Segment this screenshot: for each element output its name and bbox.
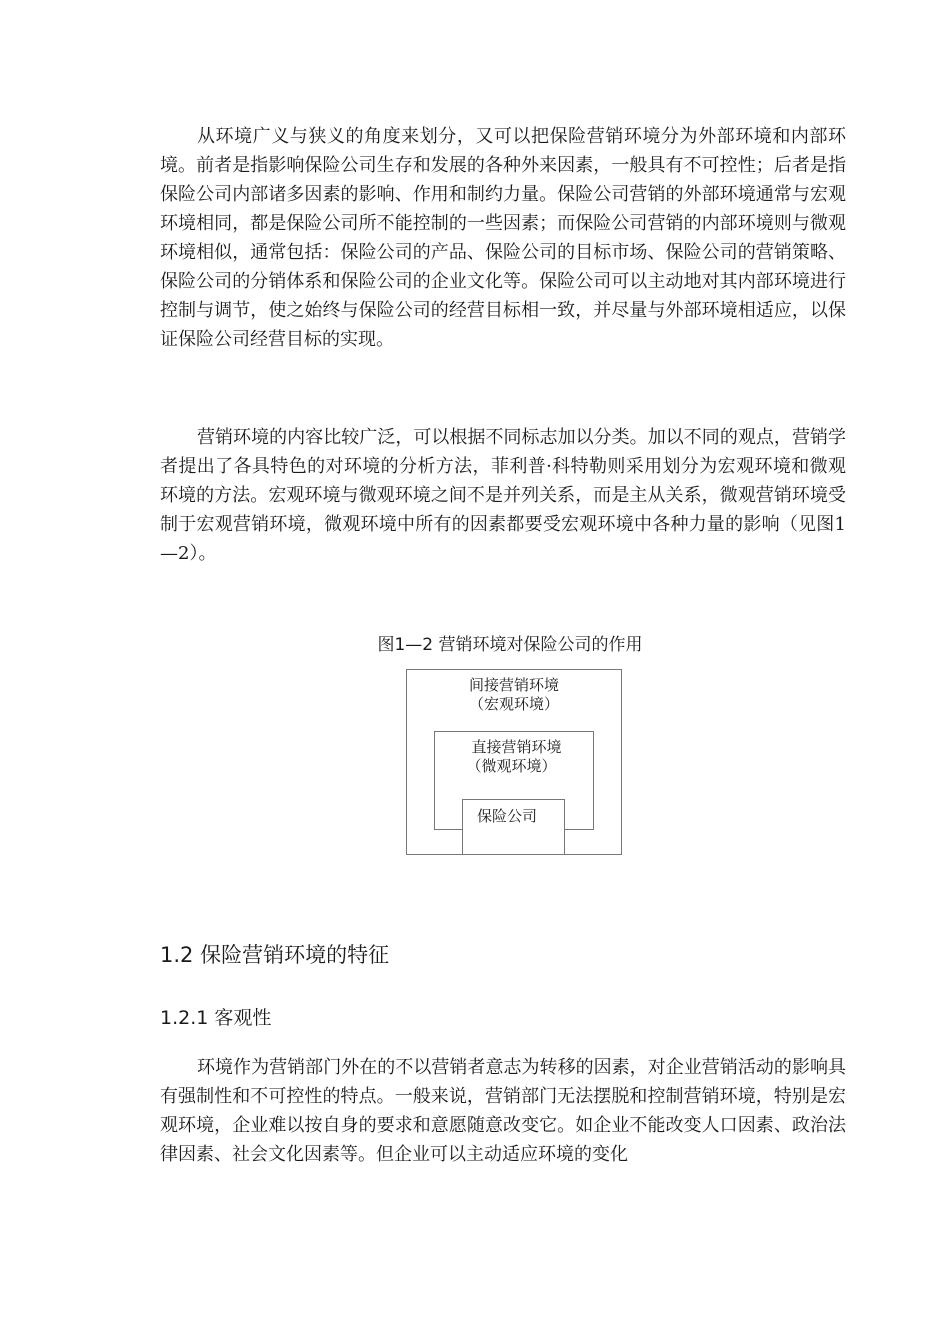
macro-environment-sublabel: （宏观环境） <box>468 695 559 713</box>
paragraph-environment-classification: 营销环境的内容比较广泛，可以根据不同标志加以分类。加以不同的观点，营销学者提出了各具特色的对环境的分析方法，菲利普·科特勒则采用划分为宏观环境和微观环境的方法。宏观环境与微观环境之间不是并列关系，而是主从关系，微观营销环境受制于宏观营销环境，微观环境中所有的因素都要受宏观环境中各种力量的影响（见图1—2）。 <box>160 427 846 564</box>
micro-environment-sublabel: （微观环境） <box>466 757 557 775</box>
paragraph-objectivity: 环境作为营销部门外在的不以营销者意志为转移的因素，对企业营销活动的影响具有强制性和不可控性的特点。一般来说，营销部门无法摆脱和控制营销环境，特别是宏观环境，企业难以按自身的要求和意愿随意改变它。如企业不能改变人口因素、政治法律因素、社会文化因素等。但企业可以主动适应环境的变化 <box>160 1057 846 1165</box>
micro-environment-label: 直接营销环境 <box>471 738 562 756</box>
macro-environment-label: 间接营销环境 <box>468 676 559 694</box>
figure-caption: 图1—2 营销环境对保险公司的作用 <box>377 635 643 655</box>
section-heading: 1.2 保险营销环境的特征 <box>160 943 390 967</box>
paragraph-environment-division: 从环境广义与狭义的角度来划分，又可以把保险营销环境分为外部环境和内部环境。前者是指影响保险公司生存和发展的各种外来因素，一般具有不可控性；后者是指保险公司内部诸多因素的影响、作用和制约力量。保险公司营销的外部环境通常与宏观环境相同，都是保险公司所不能控制的一些因素；而保险公司营销的内部环境则与微观环境相似，通常包括：保险公司的产品、保险公司的目标市场、保险公司的营销策略、保险公司的分销体系和保险公司的企业文化等。保险公司可以主动地对其内部环境进行控制与调节，使之始终与保险公司的经营目标相一致，并尽量与外部环境相适应，以保证保险公司经营目标的实现。 <box>160 126 846 350</box>
insurance-company-label: 保险公司 <box>476 807 537 825</box>
subsection-heading: 1.2.1 客观性 <box>160 1007 272 1029</box>
